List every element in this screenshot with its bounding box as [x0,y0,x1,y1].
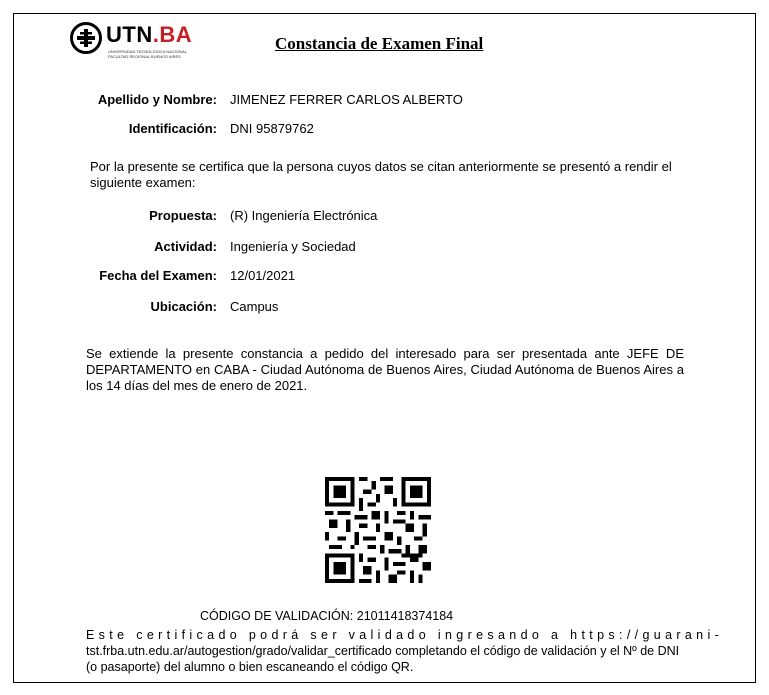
fecha-label: Fecha del Examen: [99,268,217,283]
logo-wordmark-main: UTN [106,22,153,47]
utn-ba-logo [70,22,200,62]
id-value: DNI 95879762 [230,121,314,136]
document-title: Constancia de Examen Final [275,34,484,53]
propuesta-label: Propuesta: [149,208,217,223]
actividad-value: Ingeniería y Sociedad [230,239,356,254]
validation-code: CÓDIGO DE VALIDACIÓN: 21011418374184 [200,609,454,623]
extend-paragraph: Se extiende la presente constancia a pedido del interesado para ser presentada ante JEFE DE DEPARTAMENTO en CABA - Ciudad Autónoma de Buenos Aires, Ciudad Autónoma de Buenos Aires a los 14 días del mes de enero de 2021. [86,346,684,393]
id-label: Identificación: [128,121,217,136]
validation-instructions [86,627,724,675]
utn-emblem-icon [70,22,102,54]
name-value: JIMENEZ FERRER CARLOS ALBERTO [230,92,463,107]
validation-instructions-line1: Este certificado podrá ser validado ingresando a https://guarani- [86,628,724,642]
actividad-label: Actividad: [154,239,217,254]
logo-subtitle: UNIVERSIDAD TECNOLÓGICA NACIONAL FACULTAD REGIONAL BUENOS AIRES [108,49,187,59]
fecha-value: 12/01/2021 [230,268,296,283]
validation-instructions-rest: tst.frba.utn.edu.ar/autogestion/grado/validar_certificado completando el código de validación y el Nº de DNI (o pasaporte) del alumno o bien escaneando el código QR. [86,644,680,674]
propuesta-value: (R) Ingeniería Electrónica [230,208,378,223]
logo-wordmark-accent: .BA [152,22,193,47]
intro-paragraph: Por la presente se certifica que la persona cuyos datos se citan anteriormente se presentó a rendir el siguiente examen: [90,159,672,190]
name-label: Apellido y Nombre: [97,92,217,107]
logo-wordmark [106,22,192,48]
qr-code[interactable] [325,477,431,583]
ubicacion-label: Ubicación: [150,299,217,314]
ubicacion-value: Campus [230,299,279,314]
